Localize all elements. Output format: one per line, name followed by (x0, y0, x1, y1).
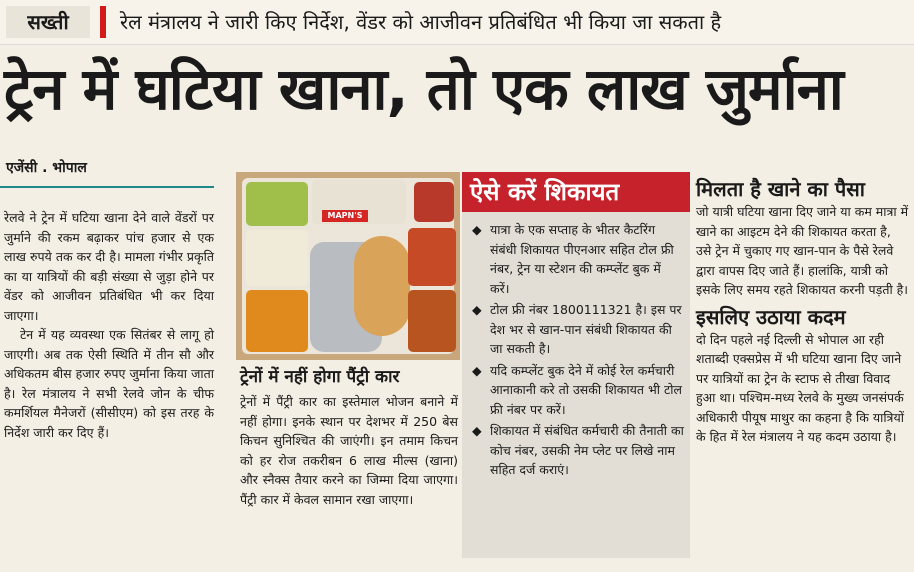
byline: एजेंसी . भोपाल (6, 160, 87, 176)
paratha (354, 236, 410, 336)
paragraph-1: रेलवे ने ट्रेन में घटिया खाना देने वाले वेंडरों पर जुर्माने की रकम बढ़ाकर पांच हजार से एक लाख रुपये तक कर दी है। मामला गंभीर प्रकृति का या यात्रियों की बड़ी संख्या से जुड़ा होने पर वेंडर को आजीवन प्रतिबंधित भी कर दिया जाएगा। (4, 210, 214, 323)
refund-body: जो यात्री घटिया खाना दिए जाने या कम मात्रा में खाने का आइटम देने की शिकायत करता है, उसे ट्रेन में चुकाए गए खान-पान के पैसे रेलवे द्वारा वापस दिए जाते हैं। हालांकि, यात्री को इसके लिए समय रहते शिकायत करनी पड़ती है। (696, 204, 909, 297)
complaint-list (462, 220, 690, 480)
salad-compartment (246, 182, 308, 226)
reason-body: दो दिन पहले नई दिल्ली से भोपाल आ रही शताब्दी एक्सप्रेस में भी घटिया खाना दिए जाने पर यात्रियों का ट्रेन के स्टाफ से तीखा विवाद हुआ था। पश्चिम-मध्य रेलवे के मुख्य जनसंपर्क अधिकारी पीयूष माथुर का कहना है कि यात्रियों के हित में रेल मंत्रालय ने यह कदम उठाया है। (696, 331, 904, 444)
byline-rule (0, 186, 214, 188)
diamond-bullet-icon: ◆ (472, 423, 482, 438)
curry-compartment (408, 228, 456, 286)
pantry-car-body: ट्रेनों में पैंट्री कार का इस्तेमाल भोजन बनाने में नहीं होगा। इनके स्थान पर देशभर में 250 बेस किचन सुनिश्चित की जाएंगी। इन तमाम किचन को हर रोज तकरीबन 6 लाख मील्स (खाना) और स्नैक्स तैयार करने का जिम्मा दिया जाएगा। पैंट्री कार में केवल सामान रखा जाएगा। (240, 394, 458, 507)
red-divider (100, 6, 106, 38)
diamond-bullet-icon: ◆ (472, 362, 482, 378)
list-item: ◆ शिकायत में संबंधित कर्मचारी की तैनाती का कोच नंबर, उसकी नेम प्लेट पर लिखे नाम सहित दर्ज कराएं। (472, 423, 684, 477)
article-column-1 (4, 208, 214, 442)
diamond-bullet-icon: ◆ (472, 222, 482, 237)
list-item: ◆ यदि कम्प्लेंट बुक देने में कोई रेल कर्मचारी आनाकानी करे तो उसकी शिकायत भी टोल फ्री नंबर पर करें। (472, 362, 683, 417)
refund-title: मिलता है खाने का पैसा (696, 177, 865, 201)
section-tag: सख्ती (6, 6, 90, 38)
curd-compartment (246, 230, 308, 286)
diamond-bullet-icon: ◆ (472, 302, 482, 317)
brand-badge: MAPN'S (322, 210, 368, 222)
food-tray-photo (236, 172, 460, 360)
list-item: ◆ टोल फ्री नंबर 1800111321 है। इस पर देश भर से खान-पान संबंधी शिकायत की जा सकती है। (472, 302, 682, 356)
top-bar (0, 0, 914, 45)
main-headline: ट्रेन में घटिया खाना, तो एक लाख जुर्माना (4, 55, 843, 123)
sub-headline: रेल मंत्रालय ने जारी किए निर्देश, वेंडर को आजीवन प्रतिबंधित भी किया जा सकता है (120, 10, 722, 34)
dal-compartment (246, 290, 308, 352)
list-item: ◆ यात्रा के एक सप्ताह के भीतर कैटरिंग संबंधी शिकायत पीएनआर सहित टोल फ्री नंबर, ट्रेन या स्टेशन की कम्प्लेंट बुक में करें। (472, 222, 674, 296)
complaint-box-title: ऐसे करें शिकायत (462, 172, 690, 212)
article-column-4 (696, 176, 910, 447)
reason-title: इसलिए उठाया कदम (696, 304, 846, 329)
complaint-box (462, 172, 690, 558)
sabzi-compartment (408, 290, 456, 352)
paragraph-2: टेन में यह व्यवस्था एक सितंबर से लागू हो जाएगी। अब तक ऐसी स्थिति में तीन सौ और अधिकतम बीस हजार रुपए जुर्माना किया जाता है। रेल मंत्रालय ने सभी रेलवे जोन के चीफ कमर्शियल मैनेजरों (सीसीएम) को इस तरह के निर्देश जारी कर दिए हैं। (4, 327, 214, 440)
sweet-compartment (414, 182, 454, 222)
pantry-car-title: ट्रेनों में नहीं होगा पैंट्री कार (240, 367, 400, 387)
